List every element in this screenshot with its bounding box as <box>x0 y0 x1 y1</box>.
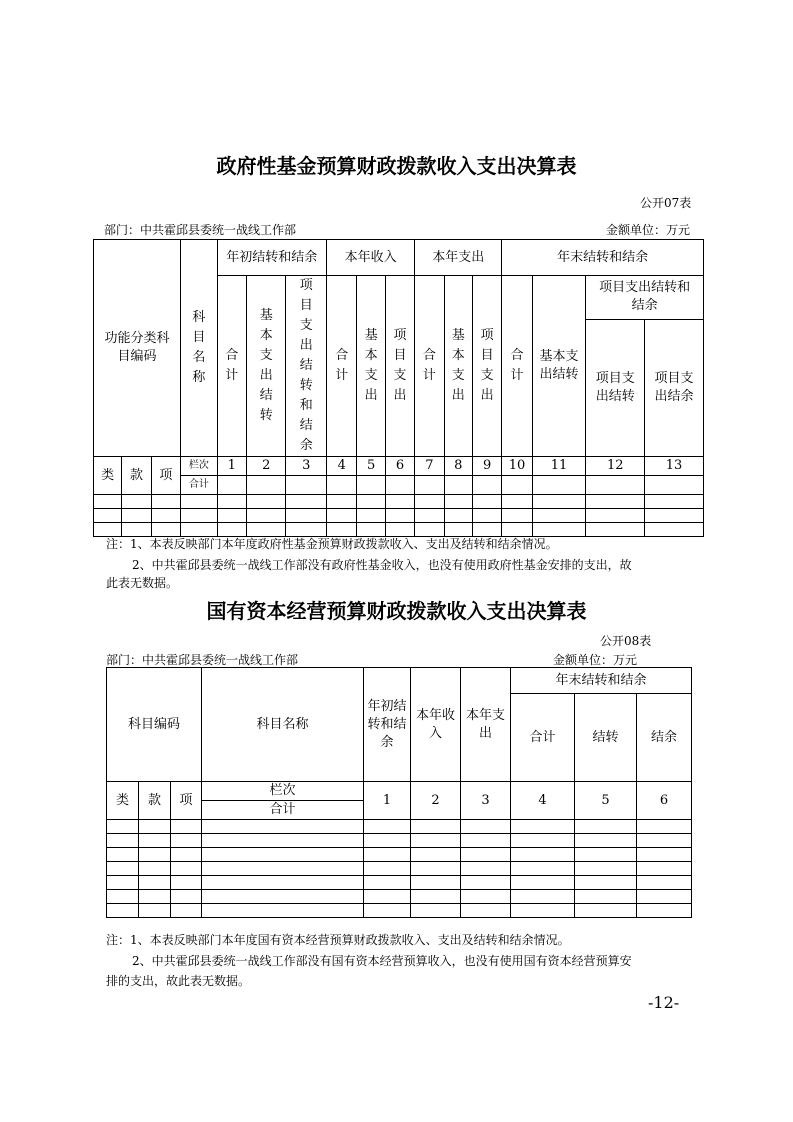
h4-proj-carry-remain: 项目支出结转和结余 <box>586 276 704 320</box>
h3-basic: 基本支出 <box>444 276 472 457</box>
table1-note-3: 此表无数据。 <box>106 576 179 590</box>
col-no: 13 <box>645 457 704 476</box>
table1 <box>93 239 704 537</box>
t2-lanci-label: 栏次 <box>202 782 364 801</box>
table-row <box>107 862 692 876</box>
table-row <box>107 876 692 890</box>
heji-label: 合计 <box>181 476 217 495</box>
table1-department: 部门：中共霍邱县委统一战线工作部 <box>104 223 297 237</box>
h-income: 本年收入 <box>327 240 415 276</box>
col-no: 12 <box>586 457 645 476</box>
t2-h-end: 年末结转和结余 <box>511 668 692 694</box>
col-no: 11 <box>532 457 586 476</box>
col-no: 7 <box>415 457 444 476</box>
col-no: 4 <box>327 457 357 476</box>
t2-heji-label: 合计 <box>202 801 364 820</box>
col-no: 5 <box>357 457 385 476</box>
h2-basic: 基本支出 <box>357 276 385 457</box>
col-no: 1 <box>217 457 246 476</box>
h1-basic-carry: 基本支出结转 <box>246 276 286 457</box>
h-begin-balance: 年初结转和结余 <box>217 240 326 276</box>
h-expend: 本年支出 <box>415 240 502 276</box>
t2-h-expend: 本年支出 <box>461 668 511 782</box>
h3-proj: 项目支出 <box>472 276 501 457</box>
h-xiang: 项 <box>151 457 180 495</box>
col-no: 6 <box>385 457 414 476</box>
col-no: 2 <box>411 782 461 820</box>
col-no: 9 <box>472 457 501 476</box>
t2-h-begin: 年初结转和结余 <box>364 668 411 782</box>
page-number: -12- <box>648 993 680 1012</box>
table2-form-no: 公开08表 <box>600 634 652 648</box>
col-no: 2 <box>246 457 286 476</box>
table2-note-3: 排的支出，故此表无数据。 <box>106 974 251 988</box>
h-end-balance: 年末结转和结余 <box>502 240 704 276</box>
col-no: 3 <box>286 457 327 476</box>
col-no: 3 <box>461 782 511 820</box>
table1-note-2: 2、中共霍邱县委统一战线工作部没有政府性基金收入，也没有使用政府性基金安排的支出，故 <box>132 558 632 572</box>
table-row <box>107 848 692 862</box>
col-no: 10 <box>502 457 532 476</box>
h2-total: 合计 <box>327 276 357 457</box>
table-row <box>107 834 692 848</box>
h1-proj-carry: 项目支出结转和结余 <box>286 276 327 457</box>
h4-proj-remain: 项目支出结余 <box>645 319 704 456</box>
h-kuan: 款 <box>122 457 151 495</box>
table1-form-no: 公开07表 <box>640 196 692 210</box>
table-row <box>94 495 704 509</box>
col-no: 6 <box>637 782 692 820</box>
table2-department: 部门：中共霍邱县委统一战线工作部 <box>106 653 299 667</box>
table-row <box>107 890 692 904</box>
table1-title: 政府性基金预算财政拨款收入支出决算表 <box>216 154 577 178</box>
t2-h-income: 本年收入 <box>411 668 461 782</box>
h2-proj: 项目支出 <box>385 276 414 457</box>
table-row <box>107 904 692 918</box>
t2-lei: 类 <box>107 782 139 820</box>
table2-note-1: 注：1、本表反映部门本年度国有资本经营预算财政拨款收入、支出及结转和结余情况。 <box>106 933 570 947</box>
table2-unit: 金额单位：万元 <box>553 653 638 667</box>
table2 <box>106 667 692 918</box>
t2-h-carry: 结转 <box>575 694 637 782</box>
h1-total: 合计 <box>217 276 246 457</box>
t2-h-remain: 结余 <box>637 694 692 782</box>
table-row <box>94 509 704 523</box>
table-row <box>107 820 692 834</box>
t2-h-name: 科目名称 <box>202 668 364 782</box>
col-no: 1 <box>364 782 411 820</box>
t2-kuan: 款 <box>139 782 171 820</box>
t2-h-code: 科目编码 <box>107 668 202 782</box>
h-function-code: 功能分类科目编码 <box>94 240 181 457</box>
t2-h-total: 合计 <box>511 694 575 782</box>
col-no: 8 <box>444 457 472 476</box>
h4-proj-carry: 项目支出结转 <box>586 319 645 456</box>
table1-unit: 金额单位：万元 <box>606 223 691 237</box>
h3-total: 合计 <box>415 276 444 457</box>
col-no: 5 <box>575 782 637 820</box>
t2-xiang: 项 <box>171 782 202 820</box>
table1-note-1: 注：1、本表反映部门本年度政府性基金预算财政拨款收入、支出及结转和结余情况。 <box>106 537 558 551</box>
h-lei: 类 <box>94 457 122 495</box>
lanci-label: 栏次 <box>181 457 217 476</box>
h4-total: 合计 <box>502 276 532 457</box>
h-subject-name: 科目名称 <box>181 240 217 457</box>
table2-note-2: 2、中共霍邱县委统一战线工作部没有国有资本经营预算收入，也没有使用国有资本经营预算安 <box>132 954 632 968</box>
h4-basic-carry: 基本支出结转 <box>532 276 586 457</box>
col-no: 4 <box>511 782 575 820</box>
table2-title: 国有资本经营预算财政拨款收入支出决算表 <box>206 599 587 623</box>
